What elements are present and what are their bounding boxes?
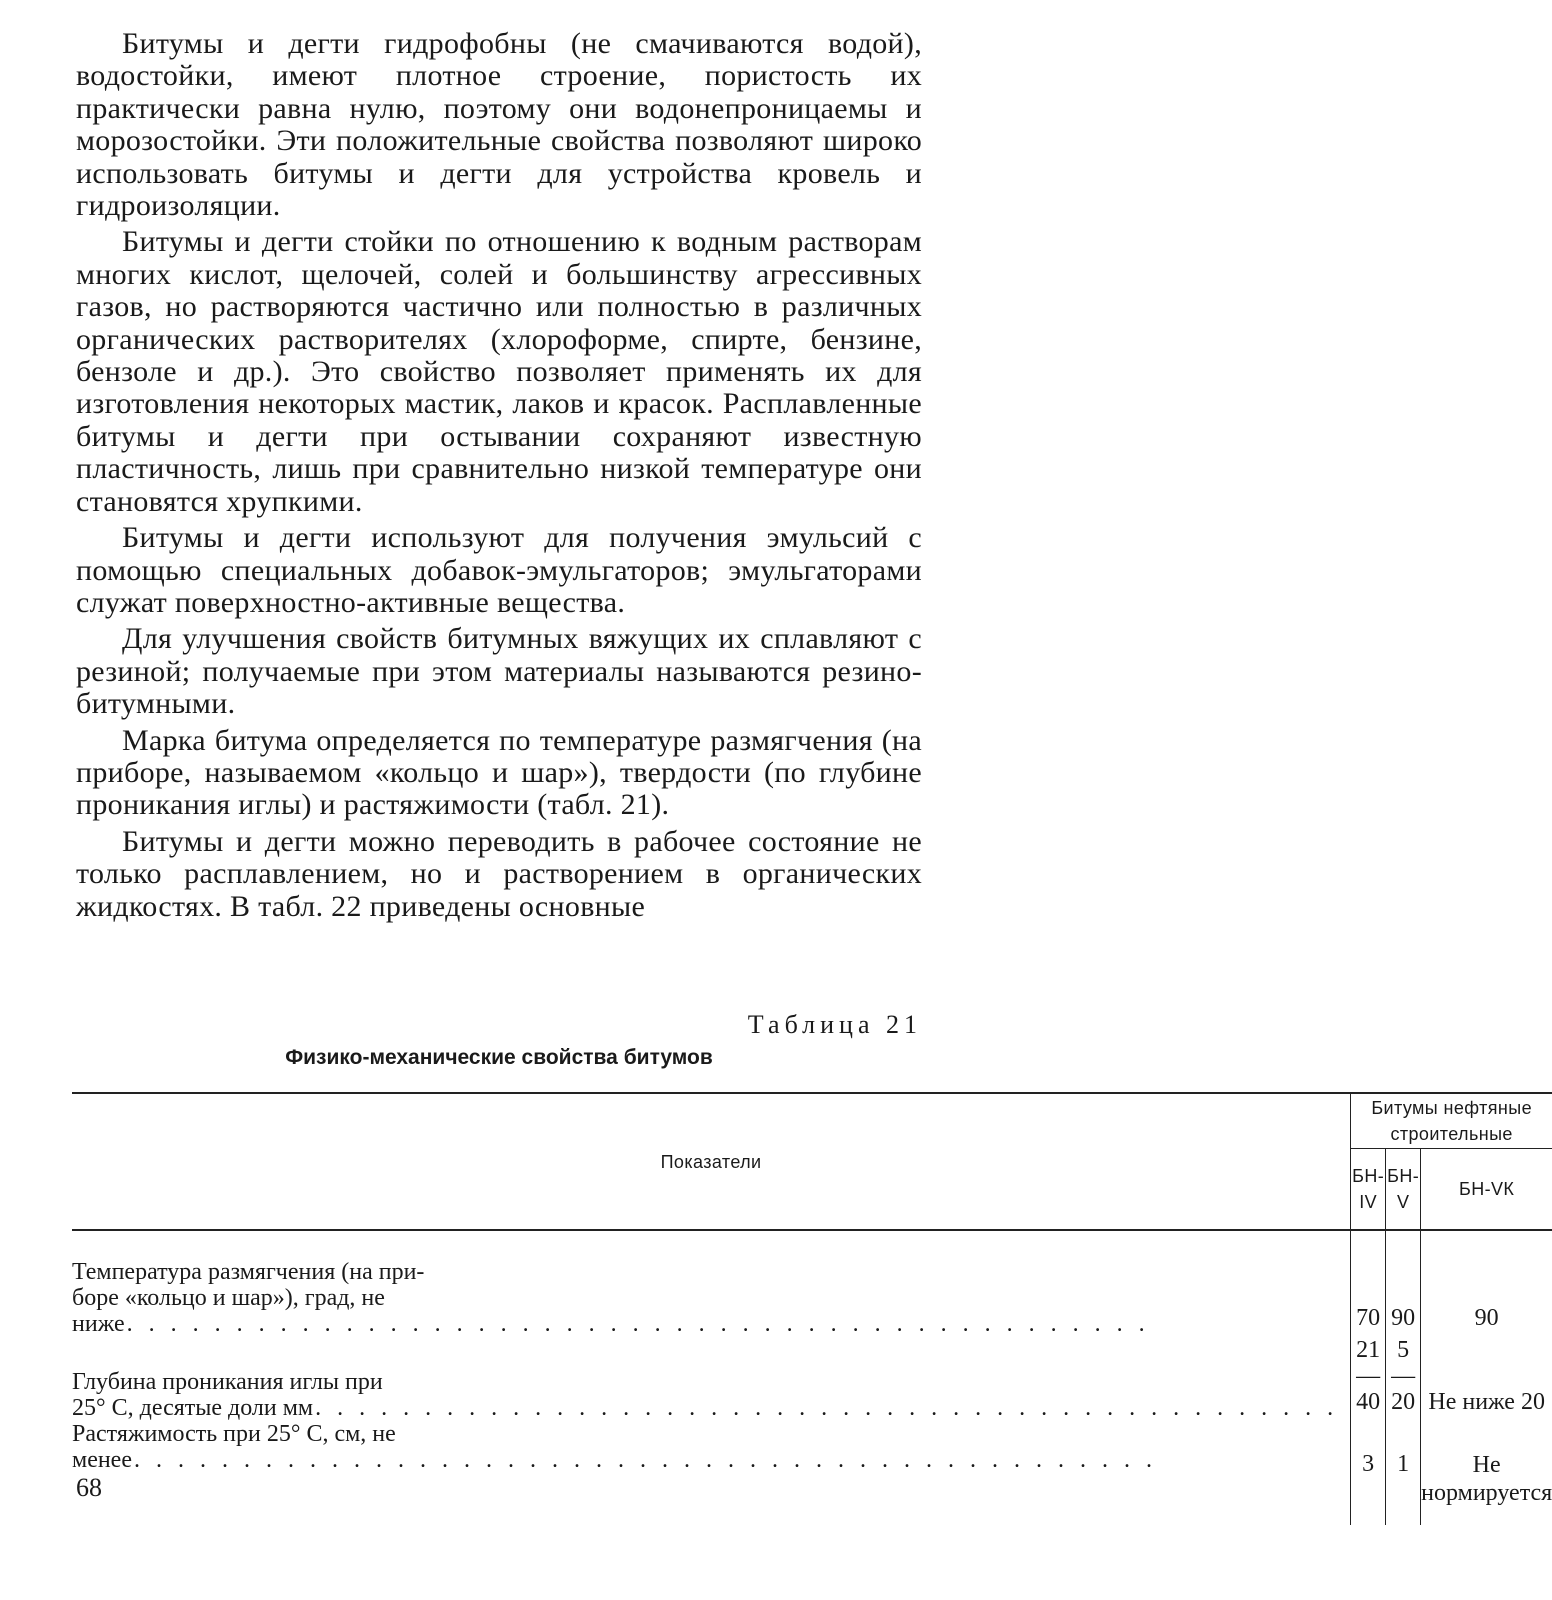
row-label [72,1337,1351,1421]
row-label-line: менее [72,1447,132,1473]
table-cell: 5—20 [1386,1337,1421,1421]
table-row [72,1337,1552,1421]
row-label-line: 25° С, десятые доли мм [72,1395,314,1421]
paragraph: Для улучшения свойств битумных вяжущих их сплавляют с резиной; получаемые при этом материалы называются резино-битумными. [76,622,922,721]
row-label-line: Глубина проникания иглы при [72,1369,383,1395]
paragraph: Битумы и дегти гидрофобны (не смачиваются водой), водостойки, имеют плотное строение, пористость их практически равна нулю, поэтому они водонепроницаемы и морозостойки. Эти положительные свойства позволяют широко использовать битумы и дегти для устройства кровель и гидроизоляции. [76,27,922,223]
paragraph: Битумы и дегти стойки по отношению к водным растворам многих кислот, щелочей, солей и большинству агрессивных газов, но растворяются частично или полностью в различных органических растворителях (хлороформе, спирте, бензине, бензоле и др.). Это свойство позволяет применять их для изготовления некоторых мастик, лаков и красок. Расплавленные битумы и дегти при остывании сохраняют известную пластичность, лишь при сравнительно низкой температуре они становятся хрупкими. [76,225,922,518]
table-cell: Не ниже 20 [1428,1389,1545,1415]
table-cell: 3 [1351,1421,1386,1513]
row-label-line: Температура размягчения (на при- [72,1259,425,1285]
table-cell: 90 [1474,1305,1499,1331]
column-header-bn-v: БН-V [1386,1149,1421,1231]
table-cell: 90 [1386,1259,1421,1337]
table-cell: Не нормируется [1421,1452,1552,1506]
row-label [72,1259,1351,1337]
row-label-line: ниже [72,1311,125,1337]
row-label-line: боре «кольцо и шар»), град, не [72,1285,385,1311]
table-cell: 1 [1386,1421,1421,1513]
table-row [72,1421,1552,1513]
table-title: Физико-механические свойства битумов [285,1046,713,1069]
column-group-header: Битумы нефтяные строительные [1351,1093,1552,1149]
table-cell: 70 [1351,1259,1386,1337]
column-header-bn-iv: БН-IV [1351,1149,1386,1231]
properties-table [72,1092,1552,1525]
body-text [76,28,922,927]
column-header-bn-vk: БН-VК [1421,1149,1552,1231]
row-label [72,1421,1351,1513]
table-number: Таблица 21 [747,1010,922,1039]
table-row [72,1259,1552,1337]
paragraph: Марка битума определяется по температуре размягчения (на приборе, называемом «кольцо и шар»), твердости (по глубине проникания иглы) и растяжимости (табл. 21). [76,723,922,822]
page-number: 68 [76,1473,102,1502]
column-header-indicators: Показатели [72,1093,1351,1230]
table-cell: 21—40 [1351,1337,1386,1421]
paragraph: Битумы и дегти используют для получения эмульсий с помощью специальных добавок-эмульгаторов; эмульгаторами служат поверхностно-активные вещества. [76,521,922,619]
paragraph: Битумы и дегти можно переводить в рабочее состояние не только расплавлением, но и растворением в органических жидкостях. В табл. 22 приведены основные [76,824,922,923]
row-label-line: Растяжимость при 25° С, см, не [72,1421,396,1447]
